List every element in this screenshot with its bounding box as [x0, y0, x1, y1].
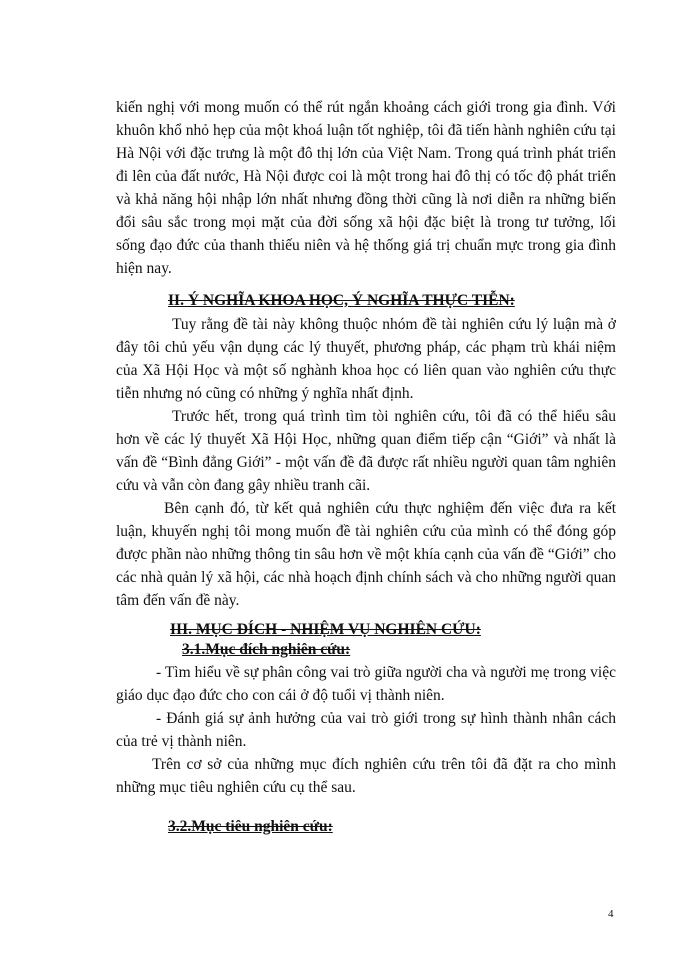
subsection-3-1-heading: 3.1.Mục đích nghiên cứu:	[182, 641, 351, 658]
section-3-heading: III. MỤC ĐÍCH - NHIỆM VỤ NGHIÊN CỨU:	[170, 621, 481, 638]
purpose-item-2: - Đánh giá sự ảnh hưởng của vai trò giới trong sự hình thành nhân cách của trẻ vị thành niên.	[116, 710, 616, 750]
section-2-paragraph-3: Bên cạnh đó, từ kết quả nghiên cứu thực nghiệm đến việc đưa ra kết luận, khuyến nghị tôi mong muốn đề tài nghiên cứu của mình có thể đóng góp được phần nào những thông tin sâu hơn về một khía cạnh của vấn đề “Giới” cho các nhà quản lý xã hội, các nhà hoạch định chính sách và cho những người quan tâm đến vấn đề này.	[116, 500, 616, 609]
subsection-3-2-heading: 3.2.Mục tiêu nghiên cứu:	[168, 818, 333, 835]
section-2-paragraph-1: Tuy rằng đề tài này không thuộc nhóm đề tài nghiên cứu lý luận mà ở đây tôi chủ yếu vận dụng các lý thuyết, phương pháp, các phạm trù khái niệm của Xã Hội Học và một số nghành khoa học có liên quan vào nghiên cứu thực tiễn nhưng nó cũng có những ý nghĩa nhất định.	[116, 316, 616, 402]
section-2-heading: II. Ý NGHĨA KHOA HỌC, Ý NGHĨA THỰC TIỄN:	[168, 292, 515, 309]
section-3-paragraph: Trên cơ sở của những mục đích nghiên cứu trên tôi đã đặt ra cho mình những mục tiêu nghiên cứu cụ thể sau.	[116, 756, 616, 796]
section-3-block	[116, 661, 616, 799]
section-2-paragraph-2: Trước hết, trong quá trình tìm tòi nghiên cứu, tôi đã có thể hiểu sâu hơn về các lý thuyết Xã Hội Học, những quan điểm tiếp cận “Giới” và nhất là vấn đề “Bình đẳng Giới” - một vấn đề đã được rất nhiều người quan tâm nghiên cứu và vẫn còn đang gây nhiều tranh cãi.	[116, 408, 616, 494]
intro-paragraph: kiến nghị với mong muốn có thể rút ngắn khoảng cách giới trong gia đình. Với khuôn khổ nhỏ hẹp của một khoá luận tốt nghiệp, tôi đã tiến hành nghiên cứu tại Hà Nội với đặc trưng là một đô thị lớn của Việt Nam. Trong quá trình phát triển đi lên của đất nước, Hà Nội được coi là một trong hai đô thị có tốc độ phát triển và khả năng hội nhập lớn nhất nhưng đồng thời cũng là nơi diễn ra những biến đổi sâu sắc trong mọi mặt của đời sống xã hội đặc biệt là trong tư tưởng, lối sống đạo đức của thanh thiếu niên và hệ thống giá trị chuẩn mực trong gia đình hiện nay.	[116, 99, 616, 277]
purpose-item-1: - Tìm hiểu về sự phân công vai trò giữa người cha và người mẹ trong việc giáo dục đạo đức cho con cái ở độ tuổi vị thành niên.	[116, 664, 616, 704]
intro-block	[116, 96, 616, 280]
page-number: 4	[608, 908, 614, 920]
section-2-block	[116, 313, 616, 612]
